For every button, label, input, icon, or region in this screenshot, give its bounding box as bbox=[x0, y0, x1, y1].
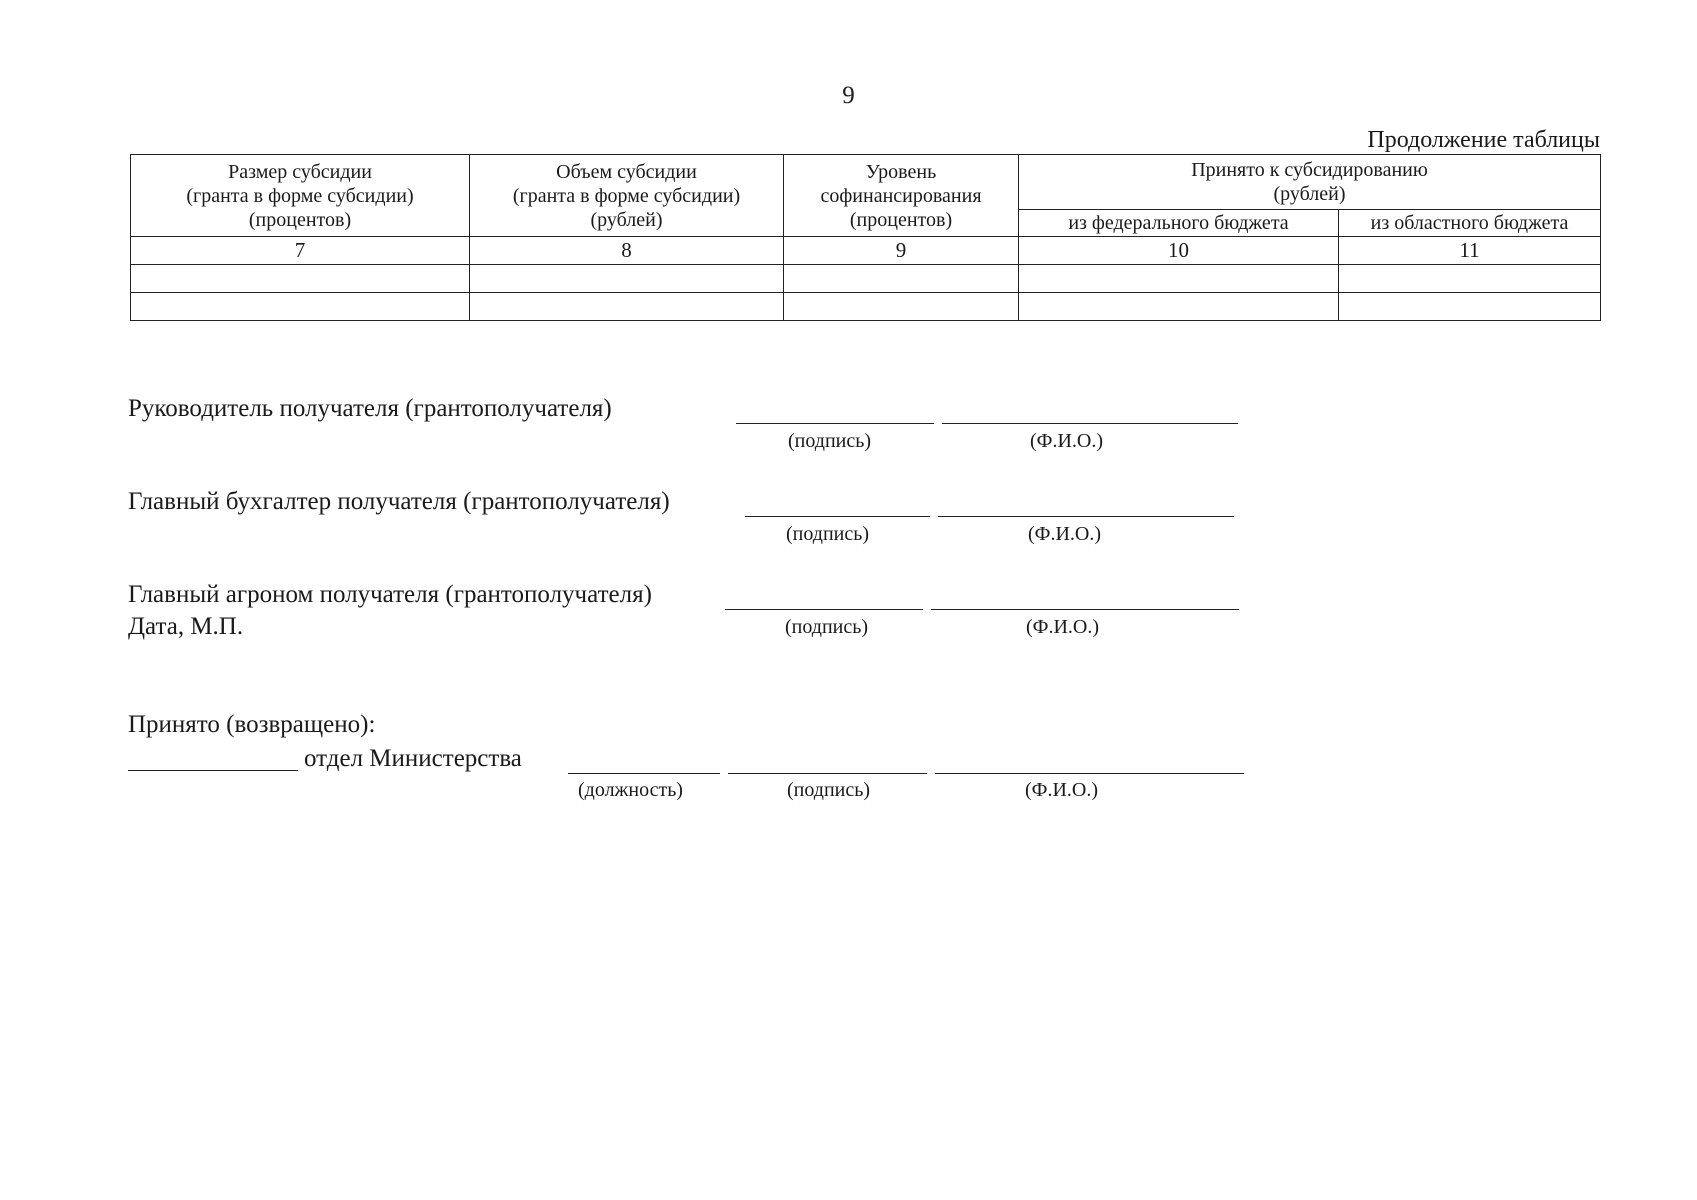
accepted-returned-label: Принято (возвращено): bbox=[128, 711, 376, 738]
table-cell[interactable] bbox=[1019, 293, 1339, 321]
position-line[interactable] bbox=[568, 773, 720, 774]
header-line: (процентов) bbox=[849, 208, 953, 231]
name-caption: (Ф.И.О.) bbox=[1028, 523, 1102, 545]
header-federal-budget: из федерального бюджета bbox=[1019, 210, 1339, 237]
head-signature-line[interactable] bbox=[736, 423, 934, 424]
header-accepted-for-subsidy bbox=[1019, 155, 1601, 210]
signature-caption: (подпись) bbox=[787, 779, 871, 801]
table-cell[interactable] bbox=[131, 293, 470, 321]
table-cell[interactable] bbox=[784, 265, 1019, 293]
accountant-name-line[interactable] bbox=[938, 516, 1234, 517]
signature-caption: (подпись) bbox=[788, 430, 872, 452]
date-stamp-label: Дата, М.П. bbox=[128, 613, 244, 640]
agronomist-signature-line[interactable] bbox=[725, 609, 923, 610]
subsidy-table bbox=[130, 154, 1601, 321]
table-cell[interactable] bbox=[470, 265, 784, 293]
table-row bbox=[131, 293, 1601, 321]
header-cofinancing-level bbox=[784, 155, 1019, 237]
header-line: Принято к субсидированию bbox=[1191, 159, 1428, 181]
signature-caption: (подпись) bbox=[785, 616, 869, 638]
table-cell[interactable] bbox=[131, 265, 470, 293]
head-name-line[interactable] bbox=[942, 423, 1238, 424]
header-subsidy-volume bbox=[470, 155, 784, 237]
page-number: 9 bbox=[842, 82, 855, 109]
name-caption: (Ф.И.О.) bbox=[1030, 430, 1104, 452]
header-line: Объем субсидии bbox=[556, 160, 697, 183]
table-continuation-label: Продолжение таблицы bbox=[1367, 127, 1600, 153]
header-subsidy-size bbox=[131, 155, 470, 237]
header-line: (процентов) bbox=[248, 208, 352, 231]
table-cell[interactable] bbox=[1339, 265, 1601, 293]
column-number: 8 bbox=[470, 237, 784, 265]
header-line: софинансирования bbox=[820, 184, 982, 207]
header-line: (гранта в форме субсидии) bbox=[512, 184, 741, 207]
table-cell[interactable] bbox=[1019, 265, 1339, 293]
table-cell[interactable] bbox=[470, 293, 784, 321]
accountant-signature-line[interactable] bbox=[745, 516, 930, 517]
header-line: (рублей) bbox=[590, 208, 663, 231]
accountant-signature-label: Главный бухгалтер получателя (грантополучателя) bbox=[128, 488, 670, 515]
name-caption: (Ф.И.О.) bbox=[1025, 779, 1099, 801]
column-number: 9 bbox=[784, 237, 1019, 265]
column-number: 11 bbox=[1339, 237, 1601, 265]
table-cell[interactable] bbox=[1339, 293, 1601, 321]
ministry-signature-line[interactable] bbox=[728, 773, 927, 774]
table-cell[interactable] bbox=[784, 293, 1019, 321]
column-number: 7 bbox=[131, 237, 470, 265]
header-line: Размер субсидии bbox=[228, 160, 372, 183]
signature-caption: (подпись) bbox=[786, 523, 870, 545]
position-caption: (должность) bbox=[578, 779, 683, 801]
agronomist-name-line[interactable] bbox=[931, 609, 1239, 610]
header-regional-budget: из областного бюджета bbox=[1339, 210, 1601, 237]
head-signature-label: Руководитель получателя (грантополучателя) bbox=[128, 395, 612, 422]
table-row bbox=[131, 265, 1601, 293]
ministry-department-label: отдел Министерства bbox=[304, 745, 522, 772]
header-line: (рублей) bbox=[1273, 183, 1346, 205]
column-number: 10 bbox=[1019, 237, 1339, 265]
department-name-line[interactable] bbox=[128, 770, 298, 771]
header-line: (гранта в форме субсидии) bbox=[186, 184, 414, 207]
ministry-name-line[interactable] bbox=[935, 773, 1244, 774]
name-caption: (Ф.И.О.) bbox=[1026, 616, 1100, 638]
agronomist-signature-label: Главный агроном получателя (грантополучателя) bbox=[128, 581, 652, 608]
header-line: Уровень bbox=[865, 160, 937, 183]
column-number-row bbox=[131, 237, 1601, 265]
